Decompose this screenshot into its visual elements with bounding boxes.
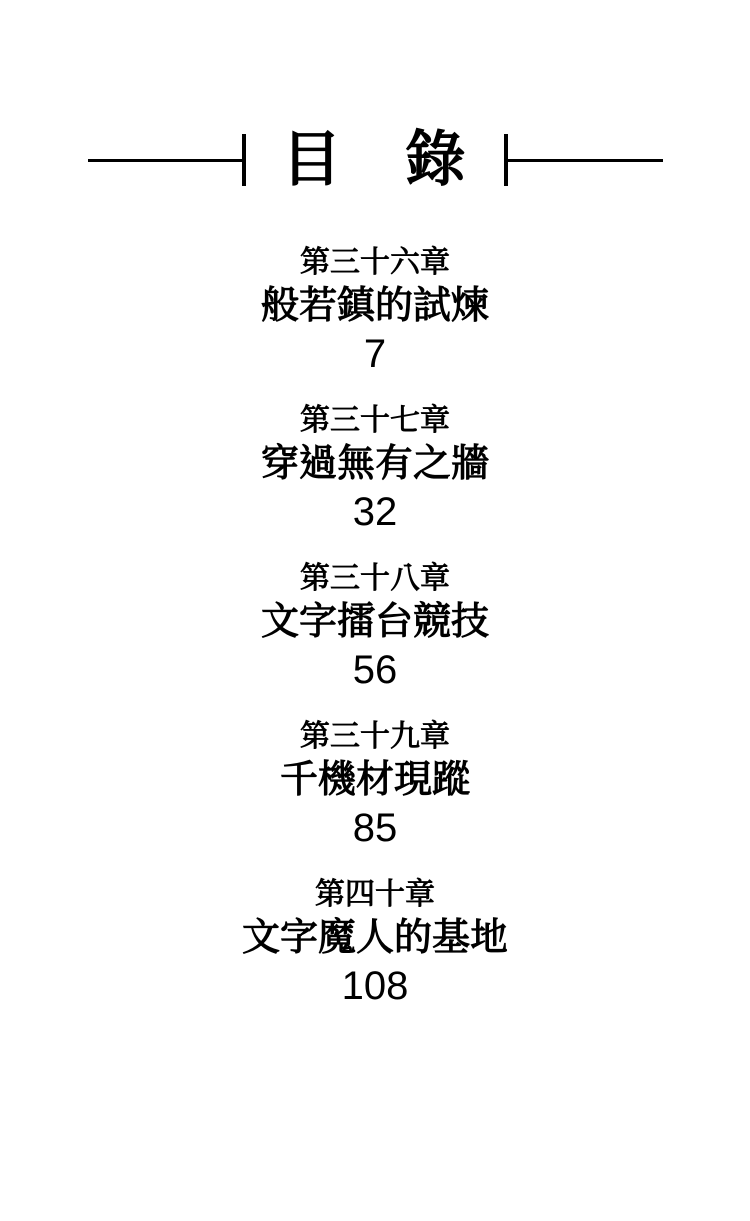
chapter-number-label: 第三十九章 [300,720,450,753]
toc-entry [0,719,750,851]
chapter-number-label: 第三十八章 [300,562,450,595]
chapter-title: 千機材現蹤 [279,759,470,801]
chapter-page-number: 7 [363,332,387,376]
chapter-title: 穿過無有之牆 [260,443,489,485]
toc-entry [0,877,750,1009]
chapter-title: 文字擂台競技 [260,601,489,643]
chapter-page-number: 32 [352,490,398,534]
chapter-number-label: 第三十七章 [300,404,450,437]
chapter-page-number: 56 [352,648,398,692]
chapter-number-label: 第四十章 [315,878,435,911]
chapter-number-label: 第三十六章 [300,246,450,279]
chapter-title: 般若鎮的試煉 [260,285,489,327]
toc-entry [0,245,750,377]
page-title: 目 錄 [281,126,468,193]
header-rule-left [88,159,242,162]
chapter-page-number: 108 [341,964,409,1008]
toc-entry [0,403,750,535]
chapter-title: 文字魔人的基地 [241,917,508,959]
toc-page [0,125,750,1009]
chapter-page-number: 85 [352,806,398,850]
header-rule-right [508,159,663,162]
toc-entry [0,561,750,693]
toc-list [0,245,750,1009]
toc-header [0,125,750,195]
